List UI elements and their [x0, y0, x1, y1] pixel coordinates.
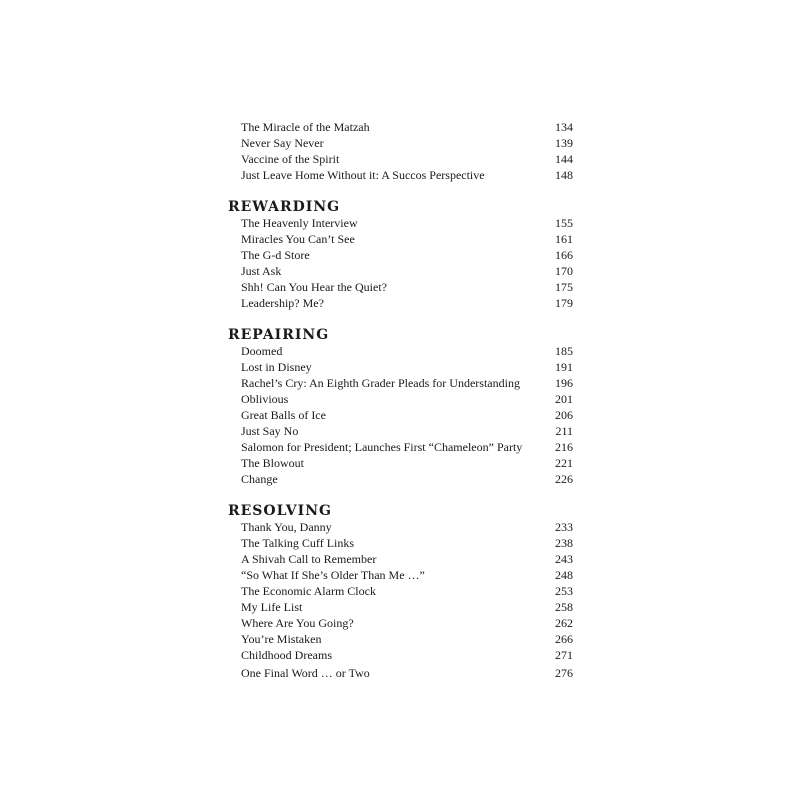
toc-entry	[241, 583, 573, 599]
entry-title: The Heavenly Interview	[241, 216, 358, 230]
entry-title: Rachel’s Cry: An Eighth Grader Pleads for Understanding	[241, 376, 520, 390]
toc-entry	[241, 567, 573, 583]
toc-entry	[241, 665, 573, 681]
entry-title: Change	[241, 472, 278, 486]
toc-entry	[241, 423, 573, 439]
entry-page: 262	[555, 616, 573, 630]
entry-title: Shh! Can You Hear the Quiet?	[241, 280, 387, 294]
entry-title: My Life List	[241, 600, 303, 614]
entry-page: 238	[555, 536, 573, 550]
entry-page: 175	[555, 280, 573, 294]
toc-entry	[241, 455, 573, 471]
entry-page: 166	[555, 248, 573, 262]
toc-entry	[241, 551, 573, 567]
toc-entry	[241, 615, 573, 631]
toc-entry	[241, 247, 573, 263]
entry-page: 201	[555, 392, 573, 406]
section-heading-resolving: RESOLVING	[228, 503, 332, 519]
entry-title: Never Say Never	[241, 136, 324, 150]
entry-title: The Miracle of the Matzah	[241, 120, 370, 134]
toc-entry	[241, 391, 573, 407]
toc-entry	[241, 375, 573, 391]
toc-entry	[241, 599, 573, 615]
toc-entry	[241, 535, 573, 551]
toc-entry	[241, 279, 573, 295]
entry-page: 148	[555, 168, 573, 182]
entry-title: The Talking Cuff Links	[241, 536, 355, 550]
entry-title: You’re Mistaken	[241, 632, 322, 646]
entry-page: 271	[555, 648, 573, 662]
entry-title: Just Ask	[241, 264, 282, 278]
entry-title: Vaccine of the Spirit	[241, 152, 340, 166]
section-heading-repairing: REPAIRING	[228, 327, 330, 343]
entry-page: 211	[555, 424, 573, 438]
entry-title: Doomed	[241, 344, 283, 358]
entry-page: 179	[555, 296, 573, 310]
toc-entry	[241, 167, 573, 183]
entry-title: Great Balls of Ice	[241, 408, 326, 422]
entry-title: Lost in Disney	[241, 360, 312, 374]
entry-page: 196	[555, 376, 573, 390]
toc-entry	[241, 263, 573, 279]
entry-title: Just Say No	[241, 424, 299, 438]
toc-entry	[241, 215, 573, 231]
entry-page: 206	[555, 408, 573, 422]
entry-title: Salomon for President; Launches First “Chameleon” Party	[241, 440, 523, 454]
entry-page: 191	[555, 360, 573, 374]
toc-entry	[241, 631, 573, 647]
entry-page: 248	[555, 568, 573, 582]
entry-title: “So What If She’s Older Than Me …”	[241, 568, 425, 582]
entry-title: Oblivious	[241, 392, 289, 406]
entry-title: Childhood Dreams	[241, 648, 332, 662]
entry-title: The Blowout	[241, 456, 304, 470]
entry-title: The Economic Alarm Clock	[241, 584, 376, 598]
entry-title: Leadership? Me?	[241, 296, 324, 310]
entry-page: 216	[555, 440, 573, 454]
entry-page: 134	[555, 120, 573, 134]
entry-page: 185	[555, 344, 573, 358]
entry-page: 243	[555, 552, 573, 566]
toc-entry	[241, 151, 573, 167]
entry-page: 155	[555, 216, 573, 230]
entry-title: Where Are You Going?	[241, 616, 354, 630]
toc-entry	[241, 439, 573, 455]
toc-entry	[241, 119, 573, 135]
entry-page: 144	[555, 152, 573, 166]
entry-title: Just Leave Home Without it: A Succos Perspective	[241, 168, 485, 182]
toc-entry	[241, 135, 573, 151]
toc-entry	[241, 359, 573, 375]
entry-title: Miracles You Can’t See	[241, 232, 355, 246]
entry-page: 253	[555, 584, 573, 598]
entry-page: 233	[555, 520, 573, 534]
toc-entry	[241, 471, 573, 487]
entry-page: 266	[555, 632, 573, 646]
entry-page: 276	[555, 666, 573, 680]
entry-page: 139	[555, 136, 573, 150]
entry-title: Thank You, Danny	[241, 520, 332, 534]
entry-page: 226	[555, 472, 573, 486]
entry-title: The G-d Store	[241, 248, 310, 262]
toc-entry	[241, 343, 573, 359]
entry-page: 161	[555, 232, 573, 246]
entry-page: 170	[555, 264, 573, 278]
entry-title: A Shivah Call to Remember	[241, 552, 377, 566]
toc-entry	[241, 519, 573, 535]
section-heading-rewarding: REWARDING	[228, 199, 341, 215]
toc-entry	[241, 647, 573, 663]
entry-page: 221	[555, 456, 573, 470]
entry-page: 258	[555, 600, 573, 614]
toc-entry	[241, 407, 573, 423]
entry-title: One Final Word … or Two	[241, 666, 370, 680]
toc-entry	[241, 295, 573, 311]
toc-entry	[241, 231, 573, 247]
